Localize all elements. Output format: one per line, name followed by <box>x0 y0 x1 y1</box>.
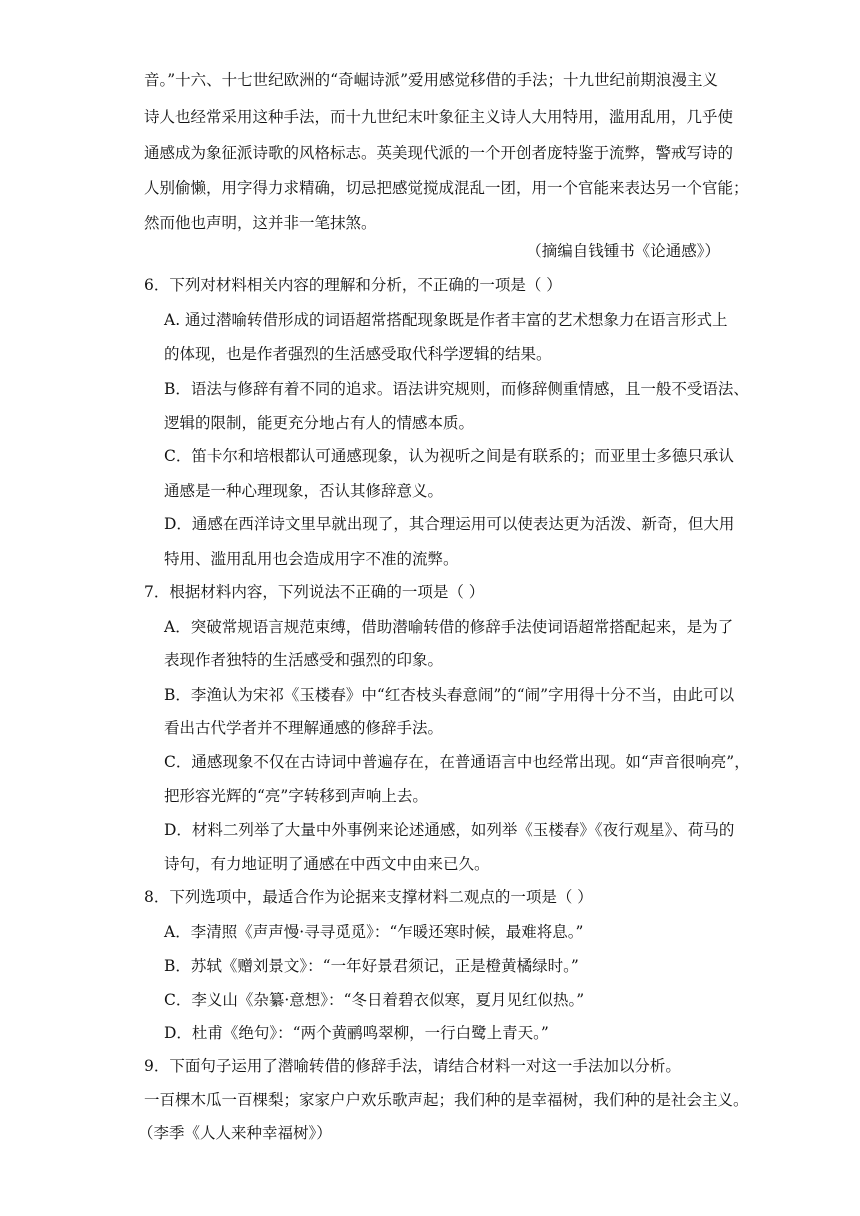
q7-option-a-line1: A．突破常规语言规范束缚，借助潜喻转借的修辞手法使词语超常搭配起来，是为了 <box>164 618 734 636</box>
passage-line: 通感成为象征派诗歌的风格标志。英美现代派的一个开创者庞特鉴于流弊，警戒写诗的 <box>144 144 734 162</box>
question-8-stem: 8．下列选项中，最适合作为论据来支撑材料二观点的一项是（ ） <box>144 888 593 906</box>
q7-option-b-line1: B．李渔认为宋祁《玉楼春》中“红杏枝头春意闹”的“闹”字用得十分不当，由此可以 <box>164 686 735 704</box>
q8-option-a: A．李清照《声声慢·寻寻觅觅》：“乍暖还寒时候，最难将息。” <box>164 923 584 941</box>
q6-option-a-line1: A. 通过潜喻转借形成的词语超常搭配现象既是作者丰富的艺术想象力在语言形式上 <box>164 311 728 329</box>
q6-option-d-line1: D．通感在西洋诗文里早就出现了，其合理运用可以使表达更为活泼、新奇，但大用 <box>164 515 735 533</box>
q8-option-c: C．李义山《杂纂·意想》：“冬日着碧衣似寒，夏月见红似热。” <box>164 991 585 1009</box>
passage-line: 人别偷懒，用字得力求精确，切忌把感觉搅成混乱一团，用一个官能来表达另一个官能； <box>144 179 749 197</box>
q7-option-c-line2: 把形容光辉的“亮”字转移到声响上去。 <box>164 787 428 805</box>
q6-option-c-line2: 通感是一种心理现象，否认其修辞意义。 <box>164 482 444 500</box>
q6-option-b-line2: 逻辑的限制，能更充分地占有人的情感本质。 <box>164 414 475 432</box>
q9-quote-source: （李季《人人来种幸福树》） <box>138 1124 332 1142</box>
passage-source: （摘编自钱锺书《论通感》） <box>526 242 720 260</box>
q7-option-c-line1: C．通感现象不仅在古诗词中普遍存在，在普通语言中也经常出现。如“声音很响亮”， <box>164 753 750 771</box>
q6-option-d-line2: 特用、滥用乱用也会造成用字不准的流弊。 <box>164 550 459 568</box>
q7-option-d-line1: D．材料二列举了大量中外事例来论述通感，如列举《玉楼春》《夜行观星》、荷马的 <box>164 821 735 839</box>
passage-line: 然而他也声明，这并非一笔抹煞。 <box>144 214 377 232</box>
q7-option-a-line2: 表现作者独特的生活感受和强烈的印象。 <box>164 651 444 669</box>
q9-quote: 一百棵木瓜一百棵梨；家家户户欢乐歌声起；我们种的是幸福树，我们种的是社会主义。 <box>144 1091 749 1109</box>
passage-line: 诗人也经常采用这种手法，而十九世纪末叶象征主义诗人大用特用，滥用乱用，几乎使 <box>144 108 734 126</box>
q8-option-b: B．苏轼《赠刘景文》：“一年好景君须记，正是橙黄橘绿时。” <box>164 957 579 975</box>
question-9-stem: 9．下面句子运用了潜喻转借的修辞手法，请结合材料一对这一手法加以分析。 <box>144 1057 681 1075</box>
question-7-stem: 7．根据材料内容，下列说法不正确的一项是（ ） <box>144 583 485 601</box>
q6-option-a-line2: 的体现，也是作者强烈的生活感受取代科学逻辑的结果。 <box>164 345 552 363</box>
q8-option-d: D．杜甫《绝句》：“两个黄鹂鸣翠柳，一行白鹭上青天。” <box>164 1024 549 1042</box>
question-6-stem: 6．下列对材料相关内容的理解和分析，不正确的一项是（ ） <box>144 276 562 294</box>
q7-option-d-line2: 诗句，有力地证明了通感在中西文中由来已久。 <box>164 855 490 873</box>
passage-line: 音。”十六、十七世纪欧洲的“奇崛诗派”爱用感觉移借的手法；十九世纪前期浪漫主义 <box>144 71 719 89</box>
q7-option-b-line2: 看出古代学者并不理解通感的修辞手法。 <box>164 719 444 737</box>
q6-option-b-line1: B．语法与修辞有着不同的追求。语法讲究规则，而修辞侧重情感，且一般不受语法、 <box>164 380 749 398</box>
q6-option-c-line1: C．笛卡尔和培根都认可通感现象，认为视听之间是有联系的；而亚里士多德只承认 <box>164 447 734 465</box>
